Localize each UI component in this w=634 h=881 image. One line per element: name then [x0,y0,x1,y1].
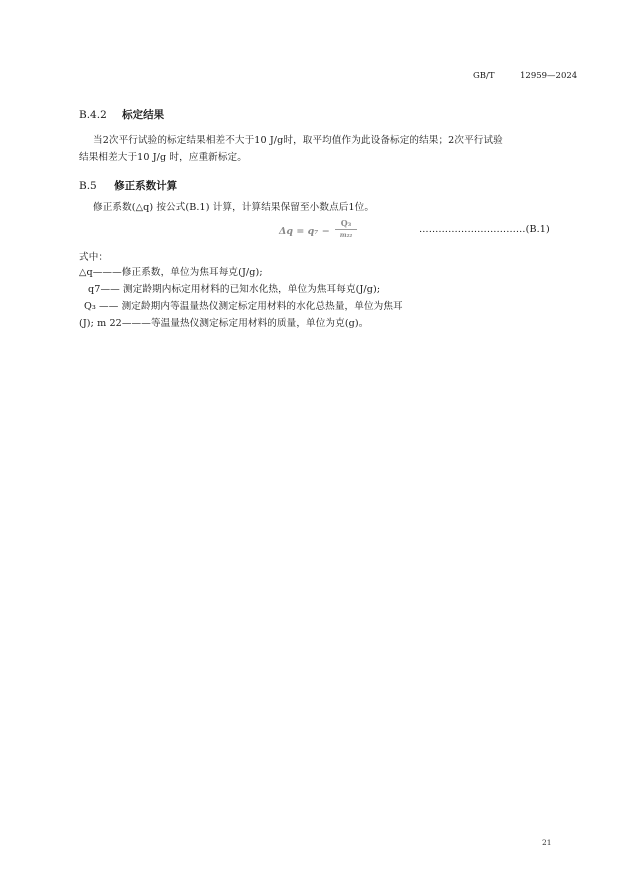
section-title: 修正系数计算 [114,180,178,192]
formula-intro-text: 修正系数(△q) 按公式(B.1) 计算，计算结果保留至小数点后1位。 [93,202,375,213]
page-number: 21 [542,838,552,847]
section-b42-heading [79,107,164,122]
definition-item: △q———修正系数，单位为焦耳每克(J/g); [79,267,263,278]
where-label: 式中： [79,252,109,263]
section-b5-heading [79,178,177,193]
definition-item: q7—— 测定龄期内标定用材料的已知水化热，单位为焦耳每克(J/g); [88,284,381,295]
formula-fraction [335,218,357,239]
definition-item: (J); m 22———等温量热仪测定标定用材料的质量，单位为克(g)。 [79,318,369,329]
paragraph-line-1: 当2次平行试验的标定结果相差不大于10 J/g时，取平均值作为此设备标定的结果；2次平行试验 [93,135,503,146]
section-number: B.5 [79,180,97,192]
equation-number: ……………………………(B.1) [419,224,550,235]
formula-b1 [279,218,359,246]
definition-item: Q₃ —— 测定龄期内等温量热仪测定标定用材料的水化总热量，单位为焦耳 [84,301,403,312]
section-number: B.4.2 [79,109,107,121]
formula-lhs: Δq = q₇ − [279,226,330,237]
paragraph-line-2: 结果相差大于10 J/g 时，应重新标定。 [79,152,247,163]
section-title: 标定结果 [122,109,165,121]
fraction-bar [335,229,357,230]
header-standard-number: 12959—2024 [520,71,578,81]
formula-denominator: m₂₂ [339,231,353,239]
formula-numerator: Q₃ [340,218,352,228]
header-standard: GB/T [473,71,495,81]
